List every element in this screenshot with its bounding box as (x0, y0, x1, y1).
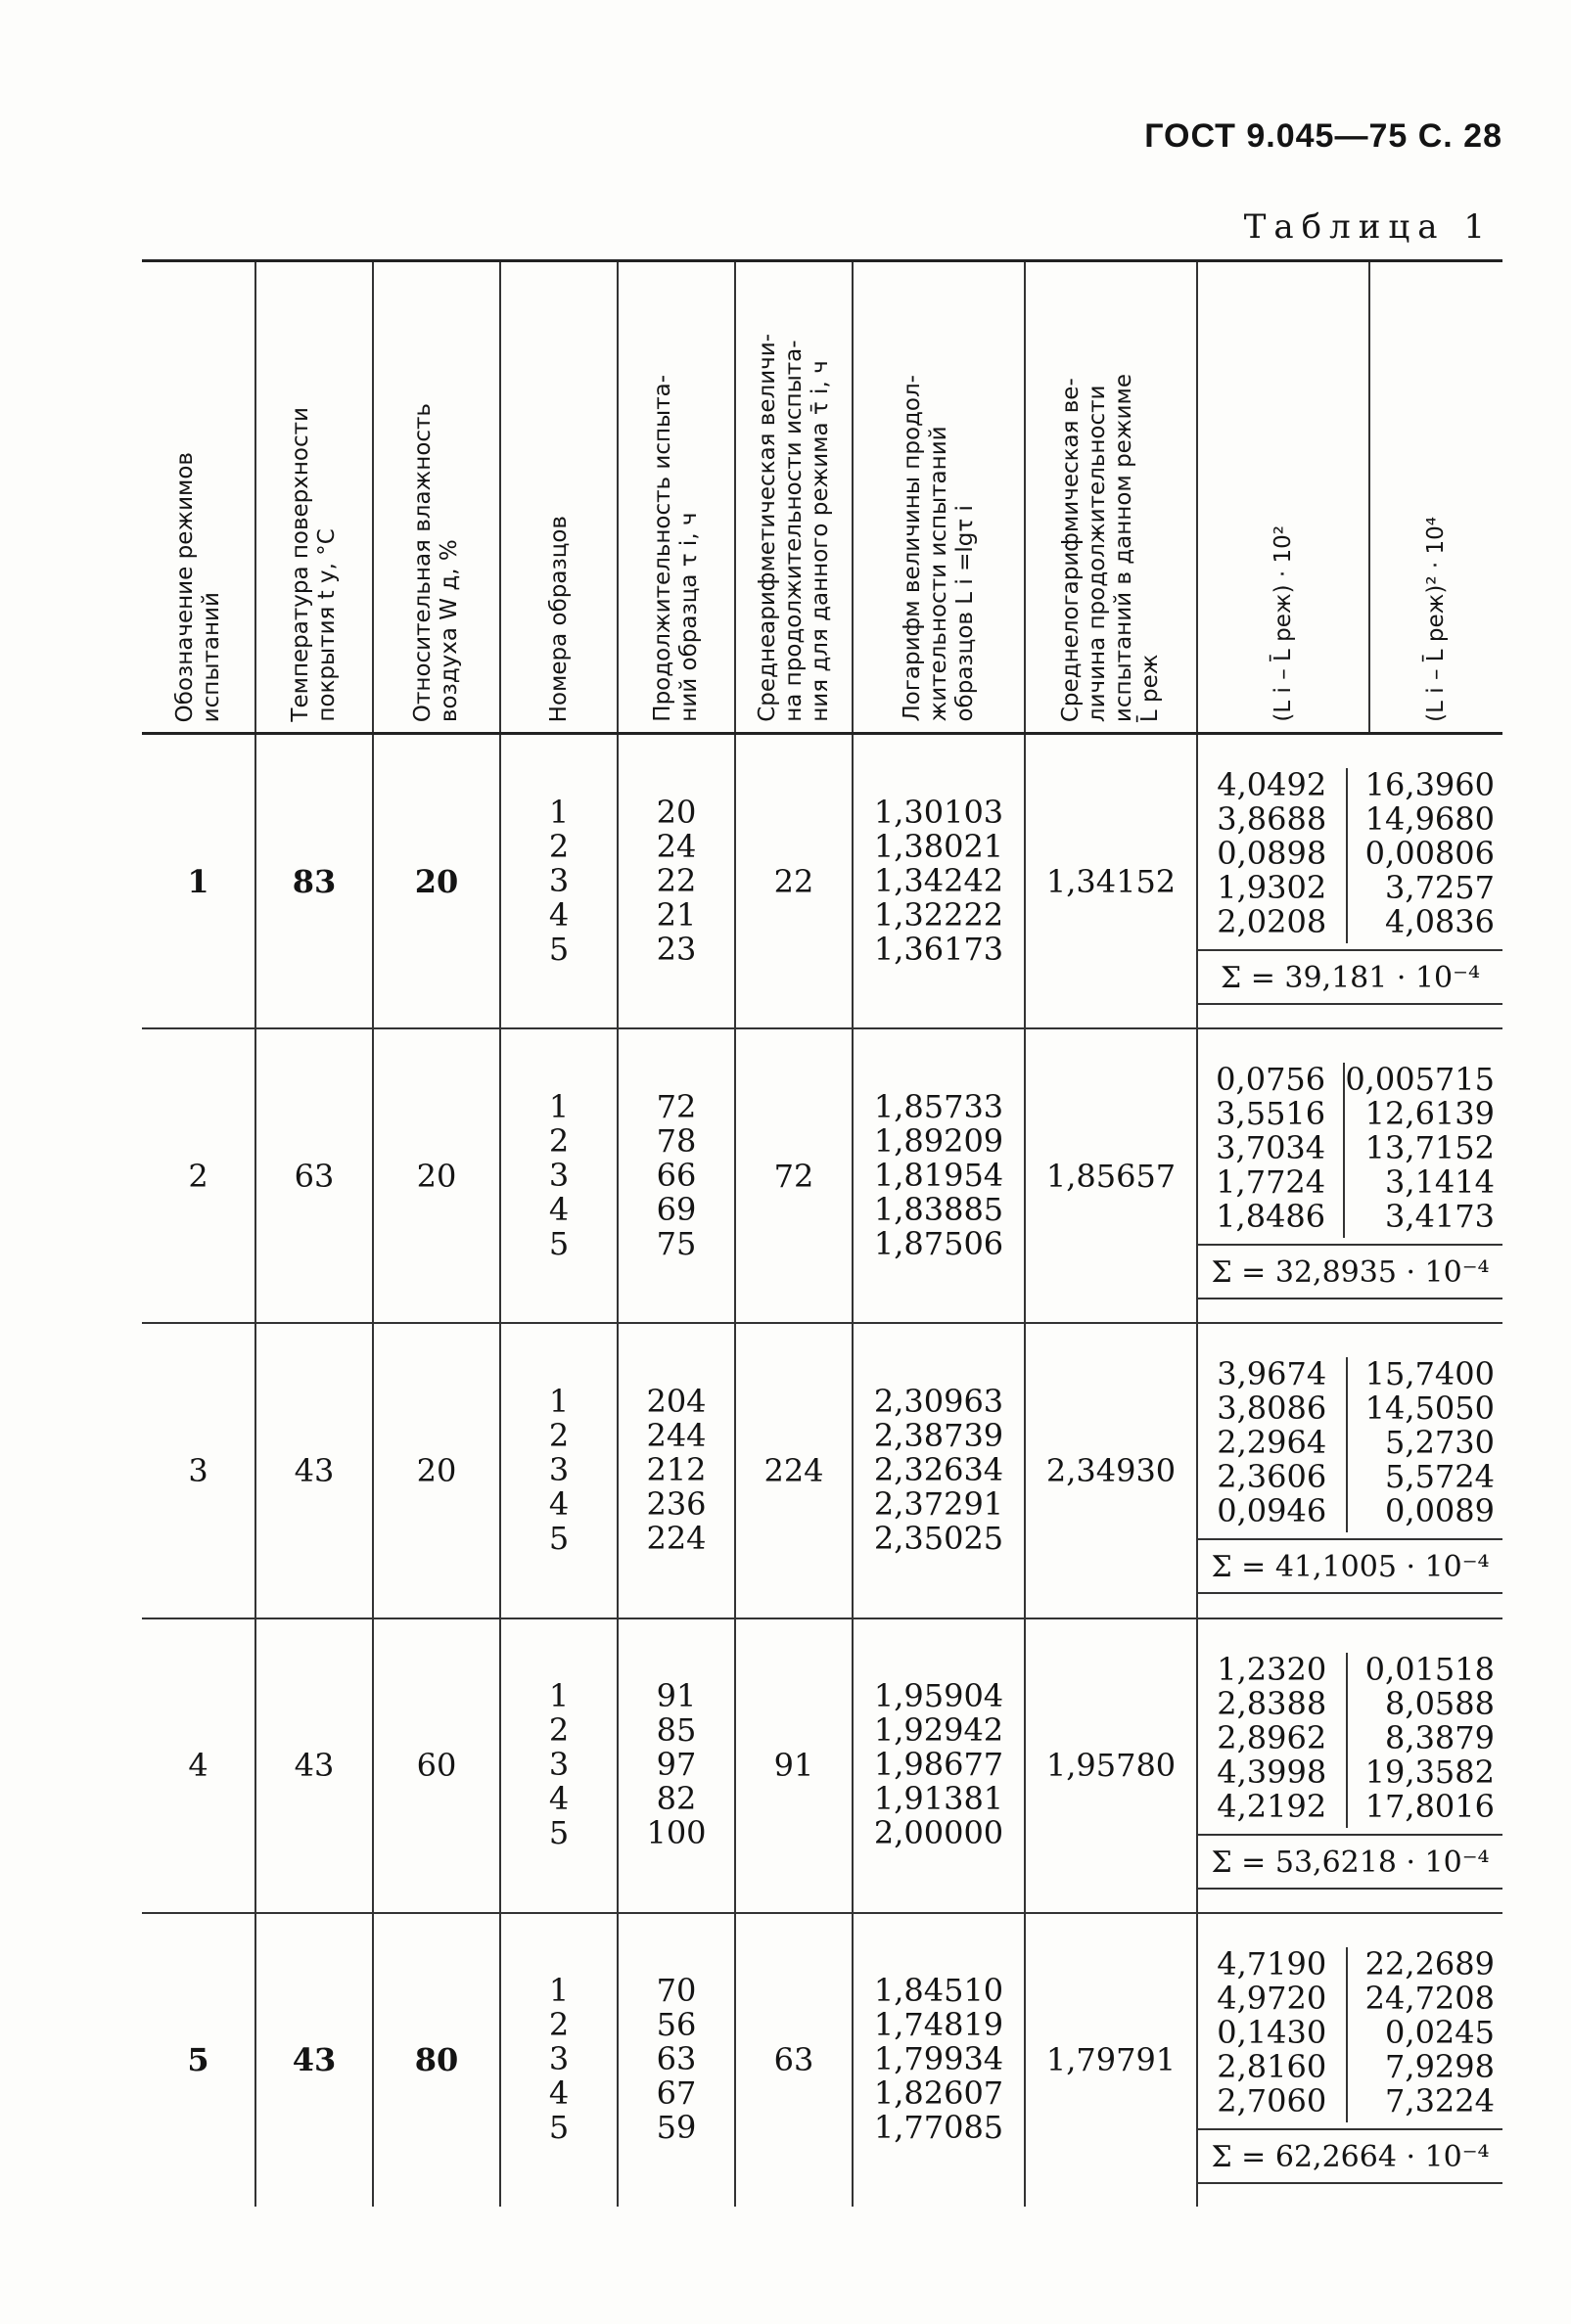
deviation-value: 2,3606 (1217, 1458, 1327, 1496)
logarithms-cell (853, 1618, 1025, 1913)
deviation-value: 0,0756 (1216, 1061, 1326, 1099)
deviation-value: 3,8688 (1217, 800, 1327, 838)
data-table (142, 259, 1502, 2207)
durations-cell-value: 20 (656, 793, 697, 831)
data-table-container (142, 259, 1502, 2207)
deviation-value: 2,2964 (1217, 1424, 1327, 1462)
logarithms-cell-value: 1,91381 (873, 1780, 1004, 1818)
deviation-calc-cell (1197, 1028, 1502, 1323)
durations-cell-value: 23 (656, 930, 697, 968)
table-row (142, 734, 1502, 1029)
log-mean-cell: 1,34152 (1025, 734, 1197, 1029)
deviation-value: 4,7190 (1217, 1944, 1327, 1982)
column-header: (L i – L̄ реж) · 10² (1197, 261, 1369, 734)
deviation-column (1198, 1650, 1348, 1828)
mean-duration-cell: 63 (735, 1913, 853, 2207)
sample-numbers-cell (500, 1028, 618, 1323)
logarithms-cell-value: 1,83885 (873, 1190, 1004, 1228)
deviation-value: 4,2192 (1217, 1787, 1327, 1825)
mean-duration-cell: 91 (735, 1618, 853, 1913)
squared-deviation-value: 22,2689 (1364, 1944, 1495, 1982)
logarithms-cell-value: 2,30963 (873, 1383, 1004, 1421)
logarithms-cell-value: 1,85733 (873, 1087, 1004, 1125)
durations-cell-value: 63 (656, 2040, 697, 2078)
deviation-value: 1,9302 (1217, 869, 1327, 906)
column-header: Относительная влажность воздуха W д, % (373, 261, 500, 734)
durations-cell-value: 91 (656, 1677, 697, 1715)
deviation-value: 4,0492 (1217, 766, 1327, 803)
deviation-value: 2,8962 (1217, 1718, 1327, 1756)
table-header-row (142, 261, 1502, 734)
table-row (142, 1323, 1502, 1618)
squared-deviation-value: 8,3879 (1385, 1718, 1495, 1756)
squared-deviation-column (1345, 1063, 1502, 1238)
logarithms-cell-value: 1,82607 (873, 2074, 1004, 2113)
sample-numbers-cell (500, 734, 618, 1029)
temperature-cell: 83 (255, 734, 373, 1029)
sample-numbers-cell-value: 3 (548, 2040, 570, 2078)
sample-numbers-cell-value: 1 (548, 1087, 570, 1125)
squared-deviation-value: 3,7257 (1385, 869, 1495, 906)
logarithms-cell-value: 2,32634 (873, 1451, 1004, 1489)
deviation-value: 3,8086 (1217, 1390, 1327, 1428)
squared-deviation-value: 7,3224 (1385, 2081, 1495, 2119)
squared-deviation-value: 3,1414 (1385, 1163, 1495, 1202)
log-mean-cell: 1,85657 (1025, 1028, 1197, 1323)
squared-deviation-column (1348, 1357, 1503, 1532)
sample-numbers-cell-value: 5 (548, 2109, 570, 2147)
deviation-value: 2,7060 (1217, 2081, 1327, 2119)
logarithms-cell-value: 1,95904 (873, 1677, 1004, 1715)
squared-deviation-value: 24,7208 (1364, 1979, 1495, 2017)
logarithms-cell-value: 1,92942 (873, 1711, 1004, 1750)
logarithms-cell-value: 2,38739 (873, 1417, 1004, 1455)
deviation-value: 1,2320 (1217, 1650, 1327, 1688)
logarithms-cell (853, 1913, 1025, 2207)
deviation-value: 2,0208 (1217, 903, 1327, 940)
sample-numbers-cell-value: 4 (548, 1190, 570, 1228)
deviation-value: 1,7724 (1216, 1163, 1326, 1202)
durations-cell-value: 22 (656, 861, 697, 899)
logarithms-cell-value: 1,89209 (873, 1121, 1004, 1160)
deviation-value: 4,3998 (1217, 1753, 1327, 1791)
sum-formula: Σ = 39,181 · 10⁻⁴ (1198, 949, 1502, 1005)
humidity-cell: 20 (373, 1323, 500, 1618)
durations-cell (618, 734, 735, 1029)
durations-cell-value: 78 (656, 1121, 697, 1160)
log-mean-cell: 1,95780 (1025, 1618, 1197, 1913)
logarithms-cell-value: 1,34242 (873, 861, 1004, 899)
deviation-value: 3,9674 (1217, 1355, 1327, 1393)
squared-deviation-value: 5,5724 (1385, 1458, 1495, 1496)
deviation-calc-cell (1197, 1323, 1502, 1618)
deviation-calc-cell (1197, 1913, 1502, 2207)
squared-deviation-column (1348, 1944, 1503, 2122)
durations-cell (618, 1028, 735, 1323)
squared-deviation-value: 0,0245 (1385, 2013, 1495, 2051)
column-header: Логарифм величины продол- жительности испытаний образцов L i =lgτ i (853, 261, 1025, 734)
sample-numbers-cell-value: 3 (548, 861, 570, 899)
sample-numbers-cell-value: 2 (548, 1417, 570, 1455)
durations-cell-value: 244 (646, 1417, 707, 1455)
logarithms-cell (853, 1323, 1025, 1618)
sum-formula: Σ = 41,1005 · 10⁻⁴ (1198, 1538, 1502, 1594)
logarithms-cell-value: 1,77085 (873, 2109, 1004, 2147)
temperature-cell: 43 (255, 1323, 373, 1618)
durations-cell-value: 70 (656, 1972, 697, 2010)
durations-cell-value: 236 (646, 1485, 707, 1524)
squared-deviation-value: 17,8016 (1364, 1787, 1495, 1825)
logarithms-cell-value: 1,98677 (873, 1746, 1004, 1784)
squared-deviation-column (1348, 768, 1503, 943)
sample-numbers-cell (500, 1913, 618, 2207)
sample-numbers-cell-value: 5 (548, 930, 570, 968)
sample-numbers-cell (500, 1323, 618, 1618)
squared-deviation-value: 5,2730 (1385, 1424, 1495, 1462)
sample-numbers-cell-value: 4 (548, 2074, 570, 2113)
logarithms-cell-value: 1,30103 (873, 793, 1004, 831)
squared-deviation-value: 8,0588 (1385, 1684, 1495, 1722)
durations-cell-value: 24 (656, 827, 697, 865)
durations-cell-value: 75 (656, 1224, 697, 1262)
deviation-value: 0,0946 (1217, 1492, 1327, 1530)
durations-cell-value: 204 (646, 1383, 707, 1421)
logarithms-cell-value: 2,00000 (873, 1814, 1004, 1852)
temperature-cell: 43 (255, 1618, 373, 1913)
squared-deviation-column (1348, 1650, 1503, 1828)
durations-cell-value: 72 (656, 1087, 697, 1125)
logarithms-cell (853, 734, 1025, 1029)
sample-numbers-cell-value: 1 (548, 793, 570, 831)
squared-deviation-value: 15,7400 (1364, 1355, 1495, 1393)
column-header: Обозначение режимов испытаний (142, 261, 255, 734)
durations-cell-value: 66 (656, 1156, 697, 1194)
deviation-value: 2,8160 (1217, 2047, 1327, 2085)
deviation-calc-cell (1197, 1618, 1502, 1913)
sample-numbers-cell-value: 2 (548, 1121, 570, 1160)
squared-deviation-value: 4,0836 (1385, 903, 1495, 940)
sample-numbers-cell-value: 1 (548, 1677, 570, 1715)
humidity-cell: 20 (373, 1028, 500, 1323)
durations-cell-value: 85 (656, 1711, 697, 1750)
durations-cell-value: 59 (656, 2109, 697, 2147)
humidity-cell: 20 (373, 734, 500, 1029)
log-mean-cell: 1,79791 (1025, 1913, 1197, 2207)
durations-cell (618, 1913, 735, 2207)
column-header: (L i – L̄ реж)² · 10⁴ (1369, 261, 1502, 734)
mode-cell: 2 (142, 1028, 255, 1323)
squared-deviation-value: 14,9680 (1364, 800, 1495, 838)
humidity-cell: 80 (373, 1913, 500, 2207)
column-header: Температура поверхности покрытия t у, °С (255, 261, 373, 734)
squared-deviation-value: 0,0089 (1385, 1492, 1495, 1530)
sum-formula: Σ = 32,8935 · 10⁻⁴ (1198, 1244, 1502, 1299)
deviation-value: 0,1430 (1217, 2013, 1327, 2051)
logarithms-cell-value: 1,79934 (873, 2040, 1004, 2078)
deviation-value: 3,7034 (1216, 1129, 1326, 1167)
squared-deviation-value: 13,7152 (1364, 1129, 1495, 1167)
durations-cell-value: 97 (656, 1746, 697, 1784)
logarithms-cell-value: 1,32222 (873, 895, 1004, 934)
durations-cell-value: 56 (656, 2006, 697, 2044)
log-mean-cell: 2,34930 (1025, 1323, 1197, 1618)
sample-numbers-cell-value: 5 (548, 1814, 570, 1852)
mean-duration-cell: 224 (735, 1323, 853, 1618)
sample-numbers-cell-value: 4 (548, 1485, 570, 1524)
durations-cell-value: 212 (646, 1451, 707, 1489)
sample-numbers-cell-value: 5 (548, 1520, 570, 1558)
deviation-calc-cell (1197, 734, 1502, 1029)
deviation-column (1198, 768, 1348, 943)
durations-cell-value: 67 (656, 2074, 697, 2113)
logarithms-cell-value: 1,87506 (873, 1224, 1004, 1262)
sample-numbers-cell-value: 5 (548, 1224, 570, 1262)
table-row (142, 1913, 1502, 2207)
table-row (142, 1618, 1502, 1913)
squared-deviation-value: 7,9298 (1385, 2047, 1495, 2085)
column-header: Среднеарифметическая величи- на продолжительности испыта- ния для данного режима τ̄ i, ч (735, 261, 853, 734)
logarithms-cell (853, 1028, 1025, 1323)
sample-numbers-cell-value: 2 (548, 1711, 570, 1750)
logarithms-cell-value: 1,74819 (873, 2006, 1004, 2044)
sample-numbers-cell-value: 1 (548, 1972, 570, 2010)
durations-cell-value: 100 (646, 1814, 707, 1852)
logarithms-cell-value: 1,36173 (873, 930, 1004, 968)
sum-formula: Σ = 62,2664 · 10⁻⁴ (1198, 2128, 1502, 2184)
column-header: Среднелогарифмическая ве- личина продолжительности испытаний в данном режиме L̄ реж (1025, 261, 1197, 734)
table-caption: Таблица 1 (1243, 207, 1493, 247)
deviation-column (1198, 1357, 1348, 1532)
sample-numbers-cell-value: 4 (548, 1780, 570, 1818)
sample-numbers-cell-value: 3 (548, 1451, 570, 1489)
table-row (142, 1028, 1502, 1323)
deviation-value: 2,8388 (1217, 1684, 1327, 1722)
durations-cell (618, 1323, 735, 1618)
durations-cell-value: 21 (656, 895, 697, 934)
mean-duration-cell: 72 (735, 1028, 853, 1323)
column-header: Номера образцов (500, 261, 618, 734)
sample-numbers-cell-value: 3 (548, 1156, 570, 1194)
mean-duration-cell: 22 (735, 734, 853, 1029)
deviation-value: 1,8486 (1216, 1198, 1326, 1236)
logarithms-cell-value: 1,38021 (873, 827, 1004, 865)
deviation-column (1198, 1063, 1345, 1238)
durations-cell-value: 224 (646, 1520, 707, 1558)
temperature-cell: 63 (255, 1028, 373, 1323)
deviation-value: 0,0898 (1217, 835, 1327, 872)
squared-deviation-value: 14,5050 (1364, 1390, 1495, 1428)
sample-numbers-cell-value: 2 (548, 827, 570, 865)
sample-numbers-cell-value: 2 (548, 2006, 570, 2044)
humidity-cell: 60 (373, 1618, 500, 1913)
logarithms-cell-value: 1,81954 (873, 1156, 1004, 1194)
sample-numbers-cell-value: 4 (548, 895, 570, 934)
squared-deviation-value: 0,01518 (1364, 1650, 1495, 1688)
deviation-column (1198, 1944, 1348, 2122)
squared-deviation-value: 12,6139 (1364, 1095, 1495, 1133)
durations-cell-value: 69 (656, 1190, 697, 1228)
deviation-value: 4,9720 (1217, 1979, 1327, 2017)
durations-cell (618, 1618, 735, 1913)
squared-deviation-value: 3,4173 (1385, 1198, 1495, 1236)
squared-deviation-value: 0,005715 (1345, 1061, 1495, 1099)
sample-numbers-cell (500, 1618, 618, 1913)
mode-cell: 3 (142, 1323, 255, 1618)
sample-numbers-cell-value: 3 (548, 1746, 570, 1784)
mode-cell: 4 (142, 1618, 255, 1913)
logarithms-cell-value: 2,35025 (873, 1520, 1004, 1558)
logarithms-cell-value: 1,84510 (873, 1972, 1004, 2010)
squared-deviation-value: 19,3582 (1364, 1753, 1495, 1791)
deviation-value: 3,5516 (1216, 1095, 1326, 1133)
squared-deviation-value: 0,00806 (1364, 835, 1495, 872)
page-header: ГОСТ 9.045—75 С. 28 (1144, 117, 1502, 155)
sample-numbers-cell-value: 1 (548, 1383, 570, 1421)
mode-cell: 1 (142, 734, 255, 1029)
sum-formula: Σ = 53,6218 · 10⁻⁴ (1198, 1834, 1502, 1890)
column-header: Продолжительность испыта- ний образца τ i, ч (618, 261, 735, 734)
squared-deviation-value: 16,3960 (1364, 766, 1495, 803)
temperature-cell: 43 (255, 1913, 373, 2207)
durations-cell-value: 82 (656, 1780, 697, 1818)
mode-cell: 5 (187, 2041, 209, 2079)
logarithms-cell-value: 2,37291 (873, 1485, 1004, 1524)
